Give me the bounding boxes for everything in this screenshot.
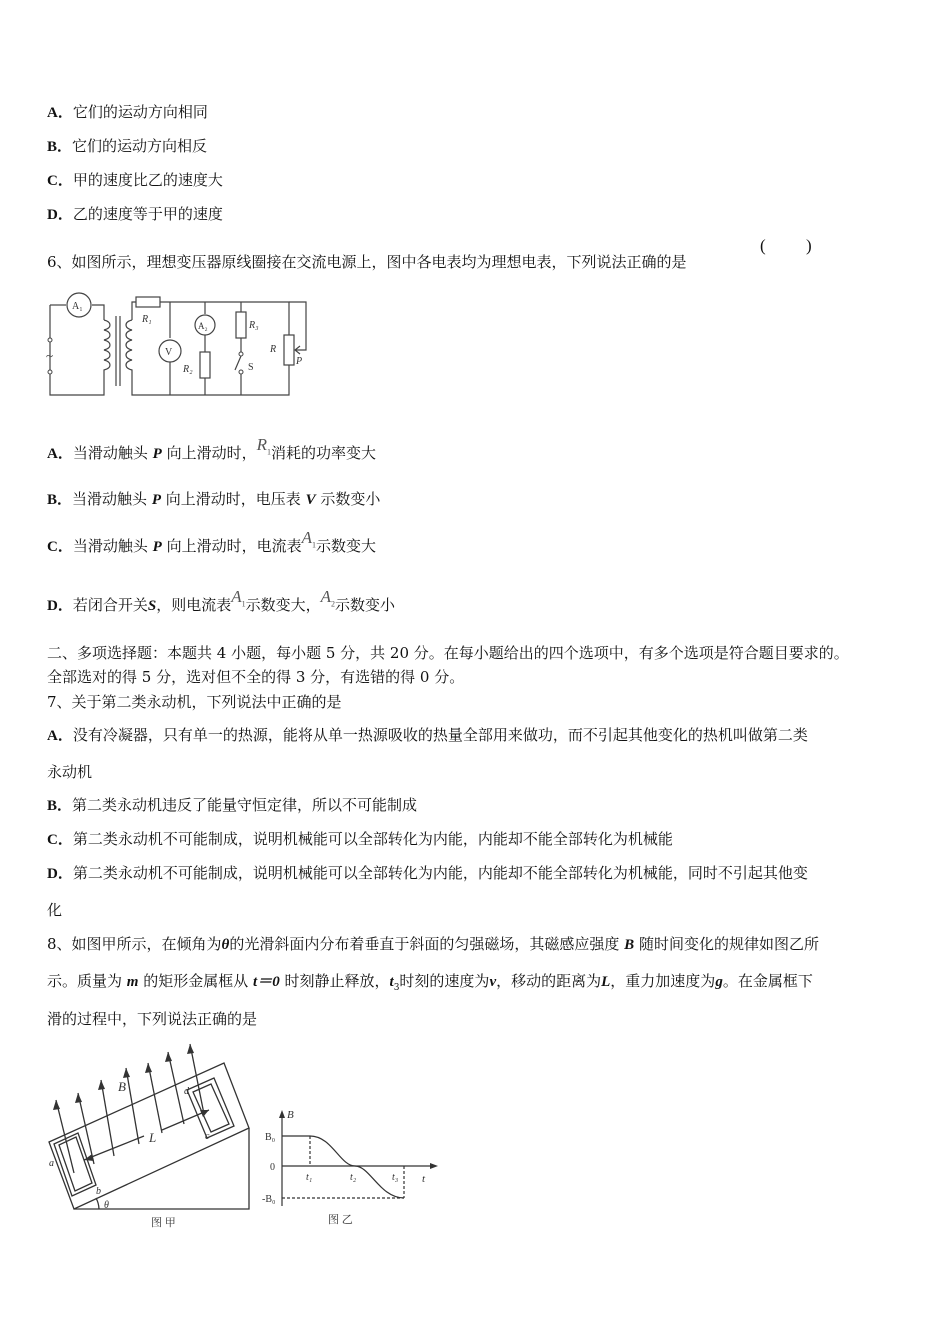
answer-paren-open: ( bbox=[760, 236, 766, 255]
source-label: ~ bbox=[46, 348, 54, 363]
q6-option-b: B．当滑动触头 P 向上滑动时，电压表 V 示数变小 bbox=[47, 490, 381, 508]
tick-neg-b0-label: -B₀ bbox=[262, 1194, 276, 1205]
ammeter-a1-label: A₁ bbox=[72, 301, 83, 312]
resistor-r3-label: R₃ bbox=[249, 320, 259, 331]
tick-t3-label: t₃ bbox=[392, 1172, 399, 1183]
q6-option-a: A．当滑动触头 P 向上滑动时，$R_1$消耗的功率变大 bbox=[47, 435, 377, 462]
q7-option-d-cont: 化 bbox=[47, 901, 63, 919]
q5-option-c: C．甲的速度比乙的速度大 bbox=[47, 171, 223, 189]
q8-stem-line3: 滑的过程中，下列说法正确的是 bbox=[47, 1010, 258, 1028]
corner-c-label: c bbox=[205, 1131, 210, 1142]
q6-option-d: D．若闭合开关S，则电流表$A_1$示数变大，$A_2$示数变小 bbox=[47, 587, 396, 614]
voltmeter-label: V bbox=[165, 347, 173, 358]
axis-b-label: B bbox=[287, 1109, 294, 1121]
figure-jia-caption: 图 甲 bbox=[151, 1217, 176, 1229]
tick-b0-label: B₀ bbox=[265, 1132, 276, 1143]
origin-label: 0 bbox=[270, 1162, 275, 1173]
corner-b-label: b bbox=[96, 1186, 101, 1197]
q7-option-a: A．没有冷凝器，只有单一的热源，能将从单一热源吸收的热量全部用来做功，而不引起其他变化的热机叫做第二类 bbox=[47, 726, 808, 744]
q5-option-b: B．它们的运动方向相反 bbox=[47, 137, 208, 155]
transformer-circuit-diagram bbox=[44, 290, 314, 402]
q7-option-a-cont: 永动机 bbox=[47, 763, 93, 781]
q6-stem: 6、如图所示，理想变压器原线圈接在交流电源上，图中各电表均为理想电表，下列说法正确的是 bbox=[47, 253, 687, 271]
slider-p-label: P bbox=[296, 356, 303, 367]
angle-theta-label: θ bbox=[104, 1200, 109, 1211]
q5-option-a: A．它们的运动方向相同 bbox=[47, 103, 208, 121]
tick-t1-label: t₁ bbox=[306, 1172, 313, 1183]
field-b-label: B bbox=[118, 1079, 126, 1094]
tick-t2-label: t₂ bbox=[350, 1172, 357, 1183]
q7-option-b: B．第二类永动机违反了能量守恒定律，所以不可能制成 bbox=[47, 796, 418, 814]
switch-s-label: S bbox=[248, 362, 254, 373]
resistor-r2-label: R₂ bbox=[183, 364, 193, 375]
resistor-r-label: R bbox=[270, 344, 277, 355]
b-t-graph bbox=[262, 1106, 442, 1228]
section2-instructions-line2: 全部选对的得 5 分，选对但不全的得 3 分，有选错的得 0 分。 bbox=[47, 668, 465, 686]
q7-option-d: D．第二类永动机不可能制成，说明机械能可以全部转化为内能，内能却不能全部转化为机械能，同时不引起其他变 bbox=[47, 864, 808, 882]
figure-yi-caption: 图 乙 bbox=[328, 1214, 353, 1226]
corner-a-label: a bbox=[49, 1158, 54, 1169]
section2-instructions-line1: 二、多项选择题：本题共 4 小题，每小题 5 分，共 20 分。在每小题给出的四个选项中，有多个选项是符合题目要求的。 bbox=[47, 644, 849, 662]
q7-option-c: C．第二类永动机不可能制成，说明机械能可以全部转化为内能，内能却不能全部转化为机械能 bbox=[47, 830, 673, 848]
axis-t-label: t bbox=[422, 1173, 426, 1185]
q8-stem-line2: 示。质量为 m 的矩形金属框从 t＝0 时刻静止释放，$t_3$时刻的速度为v，移动的距离为L，重力加速度为g。在金属框下 bbox=[47, 972, 813, 993]
q8-stem-line1: 8、如图甲所示，在倾角为θ的光滑斜面内分布着垂直于斜面的匀强磁场，其磁感应强度 B 随时间变化的规律如图乙所 bbox=[47, 935, 819, 953]
incline-figure bbox=[44, 1038, 264, 1233]
q6-option-c: C．当滑动触头 P 向上滑动时，电流表$A_1$示数变大 bbox=[47, 528, 377, 555]
distance-l-label: L bbox=[149, 1130, 157, 1145]
q7-stem: 7、关于第二类永动机，下列说法中正确的是 bbox=[47, 693, 342, 711]
answer-paren-close: ) bbox=[806, 236, 812, 255]
q5-option-d: D．乙的速度等于甲的速度 bbox=[47, 205, 223, 223]
corner-d-label: d bbox=[184, 1086, 189, 1097]
ammeter-a2-label: A₂ bbox=[198, 321, 208, 331]
resistor-r1-label: R₁ bbox=[142, 314, 152, 325]
